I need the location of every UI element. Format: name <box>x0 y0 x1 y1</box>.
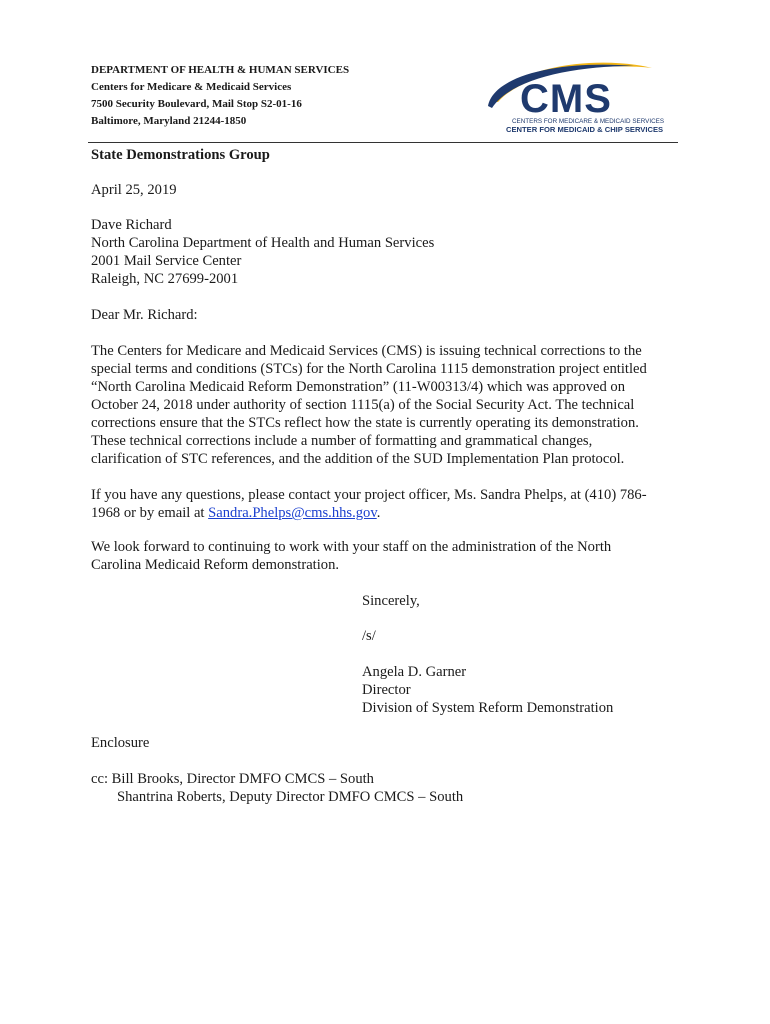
paragraph-line: The Centers for Medicare and Medicaid Services (CMS) is issuing technical corrections to the <box>91 343 642 359</box>
paragraph-line: corrections ensure that the STCs reflect how the state is currently operating its demonstration. <box>91 415 639 431</box>
recipient-street: 2001 Mail Service Center <box>91 253 242 269</box>
recipient-address <box>91 216 434 288</box>
email-prefix: 1968 or by email at <box>91 505 209 521</box>
salutation: Dear Mr. Richard: <box>91 307 198 323</box>
sender-city: Baltimore, Maryland 21244-1850 <box>91 115 247 127</box>
logo-line-2: CENTER FOR MEDICAID & CHIP SERVICES <box>506 125 664 134</box>
signer-name: Angela D. Garner <box>362 664 467 680</box>
header-divider <box>88 142 678 143</box>
cc-list <box>91 770 463 806</box>
paragraph-line: special terms and conditions (STCs) for the North Carolina 1115 demonstration project entitled <box>91 361 647 377</box>
paragraph-line: We look forward to continuing to work with your staff on the administration of the North <box>91 539 612 555</box>
logo-wordmark: CMS <box>520 77 612 121</box>
group-title: State Demonstrations Group <box>91 147 270 163</box>
paragraph-line: “North Carolina Medicaid Reform Demonstration” (11-W00313/4) which was approved on <box>91 379 626 395</box>
paragraph-closing-remarks <box>91 538 611 574</box>
agency-name: Centers for Medicare & Medicaid Services <box>91 81 292 93</box>
enclosure-note: Enclosure <box>91 735 150 751</box>
letter-date: April 25, 2019 <box>91 182 177 198</box>
cc-line: cc: Bill Brooks, Director DMFO CMCS – South <box>91 771 374 787</box>
recipient-city: Raleigh, NC 27699-2001 <box>91 271 239 287</box>
department-name: DEPARTMENT OF HEALTH & HUMAN SERVICES <box>91 64 350 76</box>
paragraph-line <box>91 504 647 522</box>
sender-address-block <box>91 62 349 130</box>
email-suffix: . <box>376 505 381 521</box>
paragraph-technical-corrections <box>91 342 647 468</box>
sender-street: 7500 Security Boulevard, Mail Stop S2-01-16 <box>91 98 302 110</box>
closing: Sincerely, <box>362 593 420 609</box>
cc-line: Shantrina Roberts, Deputy Director DMFO CMCS – South <box>117 789 464 805</box>
paragraph-line: These technical corrections include a number of formatting and grammatical changes, <box>91 433 593 449</box>
signer-division: Division of System Reform Demonstration <box>362 700 614 716</box>
signer-title: Director <box>362 682 411 698</box>
email-link[interactable]: Sandra.Phelps@cms.hhs.gov <box>208 505 377 521</box>
paragraph-line: October 24, 2018 under authority of section 1115(a) of the Social Security Act. The technical <box>91 397 635 413</box>
paragraph-line: Carolina Medicaid Reform demonstration. <box>91 557 340 573</box>
paragraph-line: clarification of STC references, and the addition of the SUD Implementation Plan protocol. <box>91 451 625 467</box>
logo-line-1: CENTERS FOR MEDICARE & MEDICAID SERVICES <box>512 118 665 125</box>
cms-logo <box>484 58 674 138</box>
signer-block <box>362 663 613 717</box>
paragraph-line: If you have any questions, please contact your project officer, Ms. Sandra Phelps, at (410) 786- <box>91 487 647 503</box>
recipient-name: Dave Richard <box>91 217 172 233</box>
recipient-organization: North Carolina Department of Health and Human Services <box>91 235 435 251</box>
signature-mark: /s/ <box>362 628 376 644</box>
paragraph-contact <box>91 486 647 522</box>
